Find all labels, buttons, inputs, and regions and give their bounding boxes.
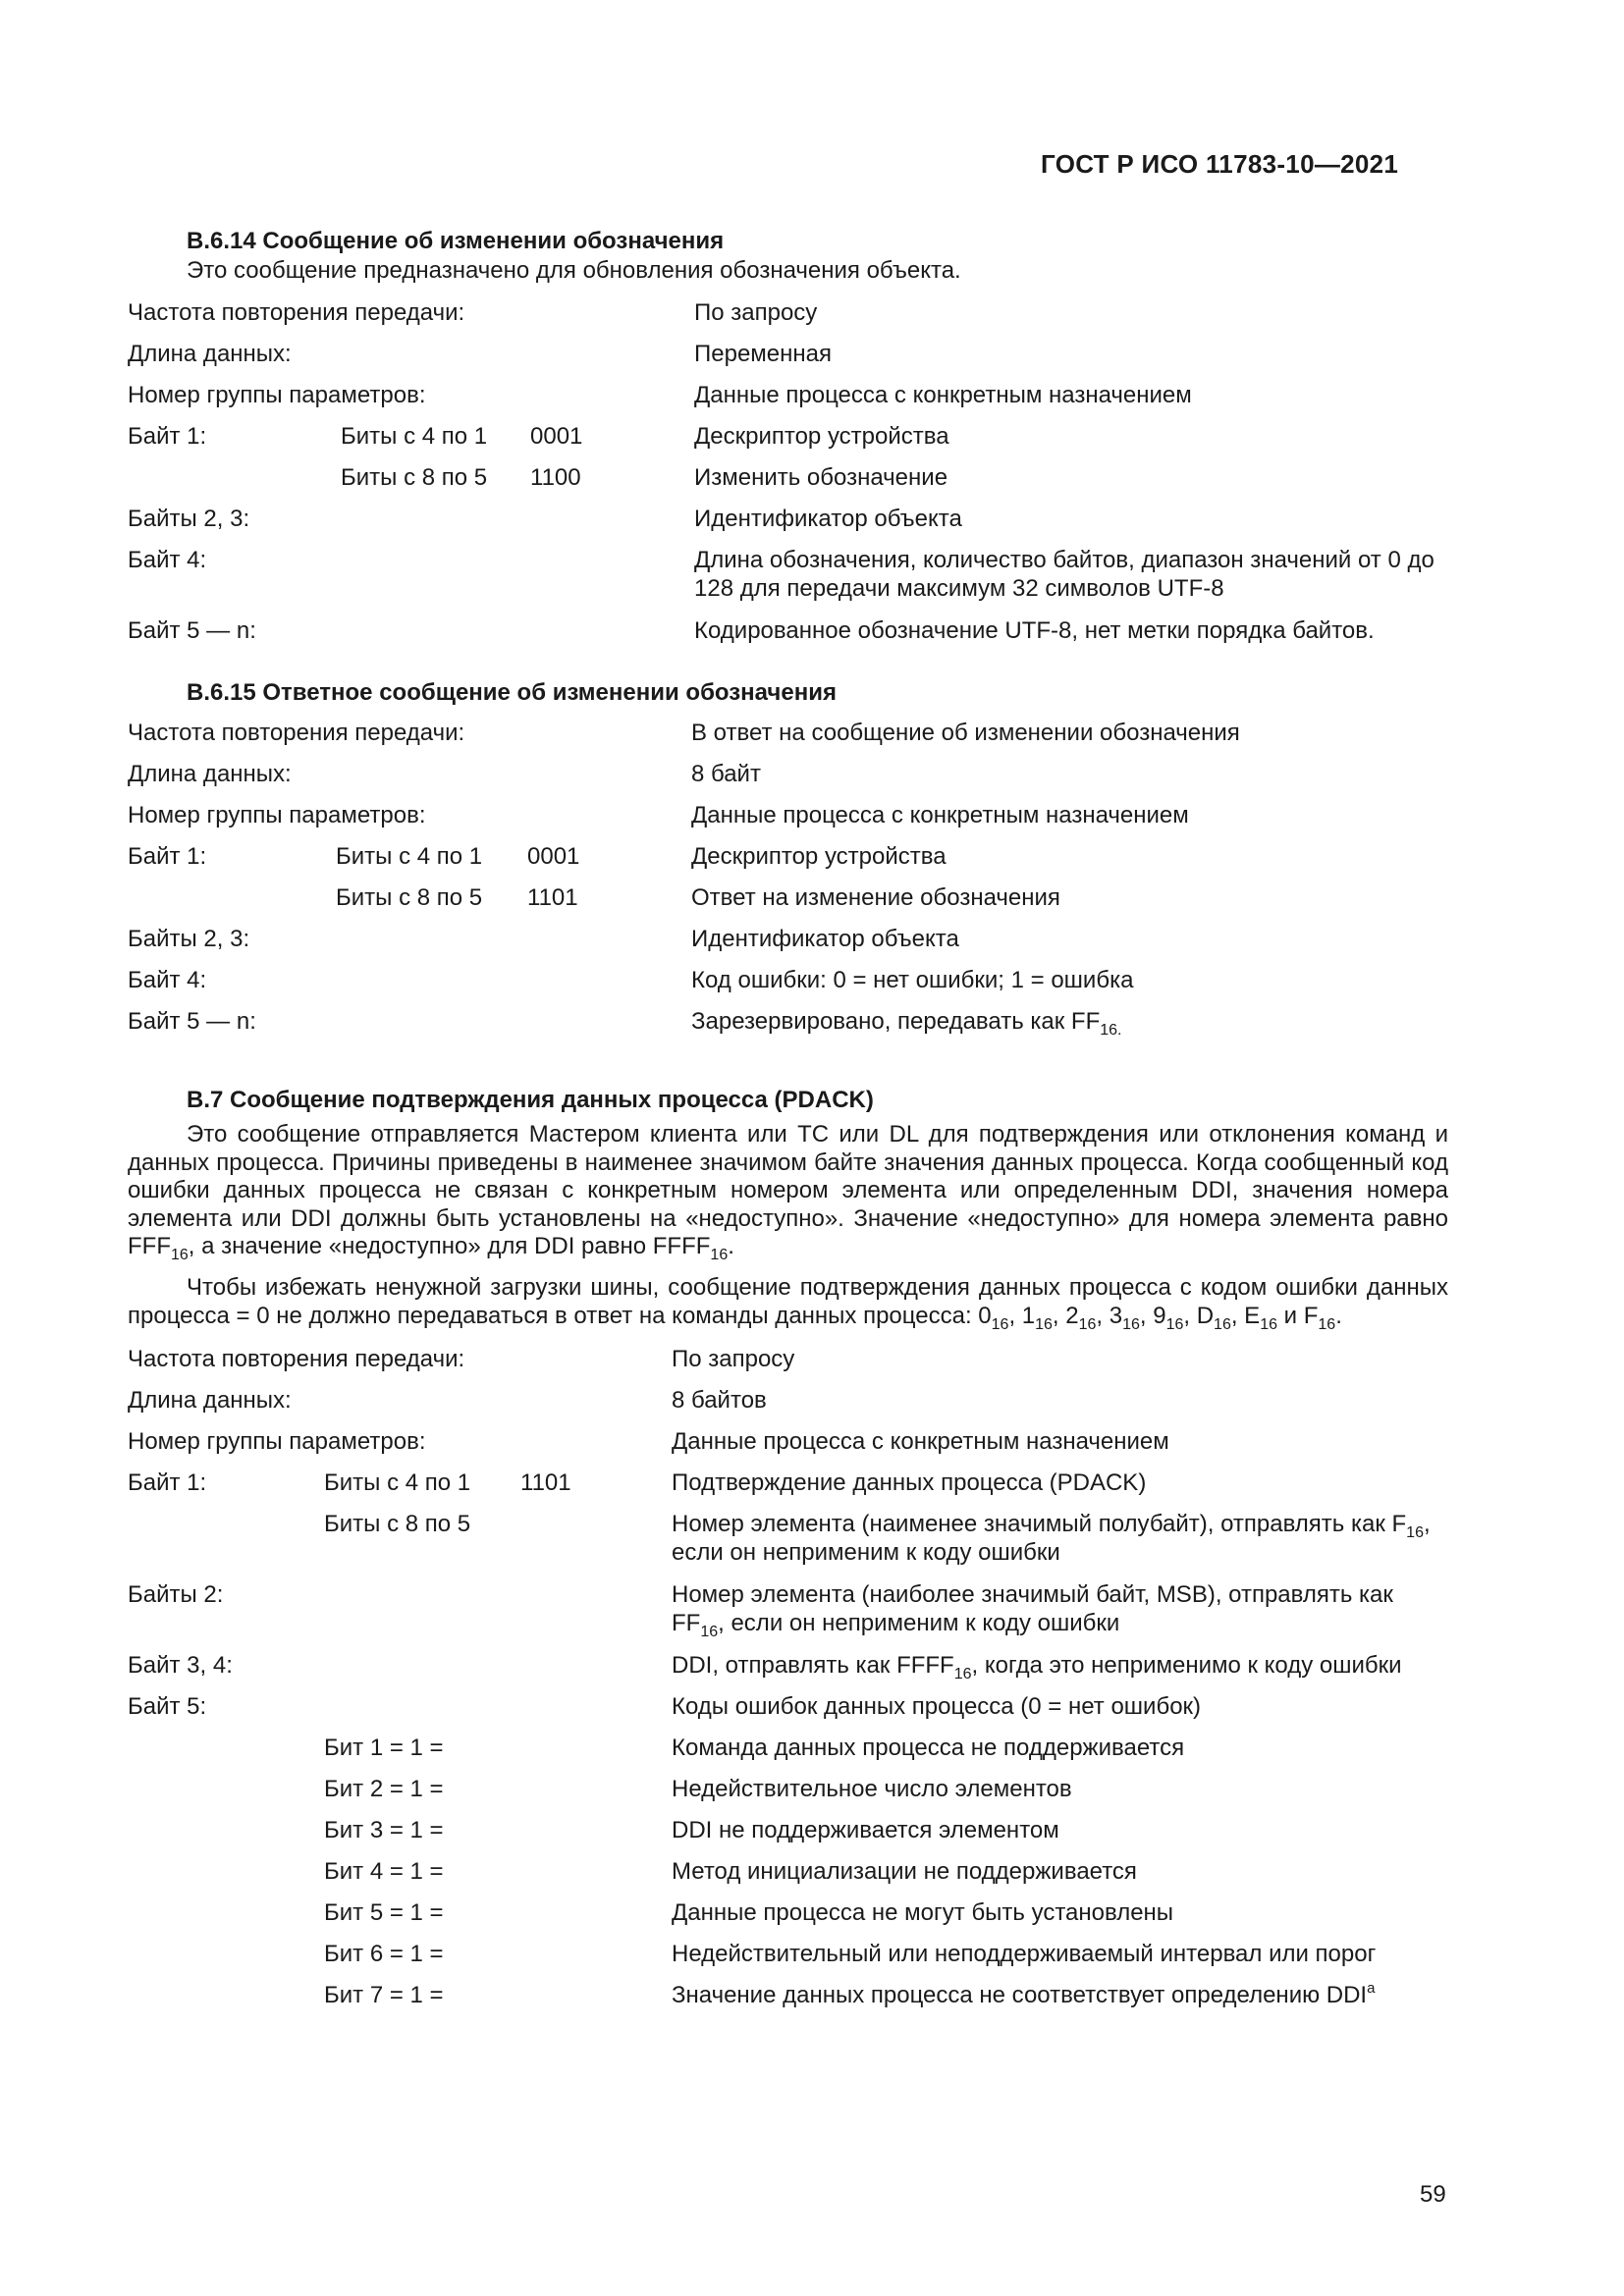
field-label: Байт 1: <box>128 1469 207 1496</box>
field-label: Номер группы параметров: <box>128 1428 426 1455</box>
field-label: Байт 5: <box>128 1693 207 1720</box>
field-label: Частота повторения передачи: <box>128 1346 465 1372</box>
bit-range: Бит 3 = 1 = <box>324 1817 444 1843</box>
field-description: Переменная <box>694 341 832 367</box>
field-description: В ответ на сообщение об изменении обозначения <box>691 720 1240 746</box>
field-label: Байт 4: <box>128 967 207 993</box>
page-number: 59 <box>1420 2181 1446 2208</box>
field-description: 8 байт <box>691 761 761 787</box>
field-description: Кодированное обозначение UTF-8, нет метки порядка байтов. <box>694 617 1375 644</box>
field-description: Ответ на изменение обозначения <box>691 884 1060 911</box>
field-label: Номер группы параметров: <box>128 802 426 828</box>
field-description: Идентификатор объекта <box>694 506 962 532</box>
field-description: Зарезервировано, передавать как $FF_{16.}$ <box>691 1008 1122 1039</box>
standard-designation: ГОСТ Р ИСО 11783-10—2021 <box>1041 149 1399 179</box>
bit-range: Биты с 8 по 5 <box>336 884 483 911</box>
field-label: Частота повторения передачи: <box>128 720 465 746</box>
field-label: Номер группы параметров: <box>128 382 426 408</box>
field-label: Байты 2: <box>128 1581 224 1608</box>
field-description: Данные процесса не могут быть установлены <box>672 1899 1174 1926</box>
field-description: DDI, отправлять как $FFFF_{16}$, когда это неприменимо к коду ошибки <box>672 1652 1402 1682</box>
bit-range: Бит 7 = 1 = <box>324 1982 444 2008</box>
bit-range: Биты с 4 по 1 <box>324 1469 471 1496</box>
section-intro-b6-14: Это сообщение предназначено для обновления обозначения объекта. <box>187 257 961 284</box>
bit-value: 1101 <box>520 1469 571 1496</box>
field-label: Байт 1: <box>128 843 207 870</box>
field-description: По запросу <box>694 299 818 326</box>
field-description: Дескриптор устройства <box>691 843 947 870</box>
field-label: Байт 3, 4: <box>128 1652 233 1679</box>
field-description: Длина обозначения, количество байтов, диапазон значений от 0 до 128 для передачи максимум 32 символов UTF-8 <box>694 547 1435 602</box>
section-heading-b6-14: B.6.14 Сообщение об изменении обозначения <box>187 228 725 254</box>
field-label: Длина данных: <box>128 761 292 787</box>
bit-range: Биты с 4 по 1 <box>341 423 488 450</box>
field-label: Байт 4: <box>128 547 207 573</box>
field-description: Метод инициализации не поддерживается <box>672 1858 1137 1885</box>
bit-range: Биты с 4 по 1 <box>336 843 483 870</box>
field-description: Подтверждение данных процесса (PDACK) <box>672 1469 1147 1496</box>
field-label: Байт 5 — n: <box>128 1008 256 1035</box>
field-description: Недействительное число элементов <box>672 1776 1072 1802</box>
bit-range: Биты с 8 по 5 <box>341 464 488 491</box>
bit-range: Бит 1 = 1 = <box>324 1735 444 1761</box>
section-heading-b7: B.7 Сообщение подтверждения данных процесса (PDACK) <box>187 1087 874 1113</box>
field-description: Идентификатор объекта <box>691 926 959 952</box>
bit-range: Биты с 8 по 5 <box>324 1511 471 1537</box>
field-description: Номер элемента (наиболее значимый байт, MSB), отправлять как $FF_{16}$, если он неприменим к коду ошибки <box>672 1581 1393 1640</box>
field-description: Коды ошибок данных процесса (0 = нет ошибок) <box>672 1693 1202 1720</box>
field-description: Изменить обозначение <box>694 464 948 491</box>
field-description: Данные процесса с конкретным назначением <box>691 802 1189 828</box>
field-description: Дескриптор устройства <box>694 423 949 450</box>
bit-value: 1100 <box>530 464 581 491</box>
field-description: Код ошибки: 0 = нет ошибки; 1 = ошибка <box>691 967 1134 993</box>
field-label: Байты 2, 3: <box>128 506 250 532</box>
bit-value: 1101 <box>527 884 578 911</box>
field-description: Команда данных процесса не поддерживается <box>672 1735 1185 1761</box>
field-description: Данные процесса с конкретным назначением <box>694 382 1192 408</box>
paragraph-b7-purpose: Это сообщение отправляется Мастером клиента или TC или DL для подтверждения или отклонения команд и данных процесса. Причины приведены в наименее значимом байте значения данных процесса. Когда сообщенный код ошибки данных процесса не связан с конкретным номером элемента или определенным DDI, значения номера элемента или DDI должны быть установлены на «недоступно». Значение «недоступно» для номера элемента равно $FFF_{16}$, а значение «недоступно» для DDI равно $FFFF_{16}$. <box>128 1121 1448 1264</box>
field-description: Данные процесса с конкретным назначением <box>672 1428 1169 1455</box>
field-label: Длина данных: <box>128 341 292 367</box>
field-label: Длина данных: <box>128 1387 292 1414</box>
field-description: По запросу <box>672 1346 795 1372</box>
bit-range: Бит 2 = 1 = <box>324 1776 444 1802</box>
field-description: Недействительный или неподдерживаемый интервал или порог <box>672 1941 1377 1967</box>
field-description: 8 байтов <box>672 1387 767 1414</box>
field-label: Байт 5 — n: <box>128 617 256 644</box>
field-label: Частота повторения передачи: <box>128 299 465 326</box>
bit-range: Бит 4 = 1 = <box>324 1858 444 1885</box>
paragraph-b7-bus-load: Чтобы избежать ненужной загрузки шины, сообщение подтверждения данных процесса с кодом ошибки данных процесса = 0 не должно передаваться в ответ на команды данных процесса: $0_{16}$, $1_{16}$, $2_{16}$, $3_{16}$, $9_{16}$, $D_{16}$, $E_{16}$ и $F_{16}$. <box>128 1274 1448 1333</box>
bit-value: 0001 <box>530 423 583 450</box>
field-label: Байт 1: <box>128 423 207 450</box>
bit-range: Бит 5 = 1 = <box>324 1899 444 1926</box>
field-description: Номер элемента (наименее значимый полубайт), отправлять как $F_{16}$, если он неприменим к коду ошибки <box>672 1511 1431 1566</box>
field-description: Значение данных процесса не соответствует определению DDI$^a$ <box>672 1980 1376 2008</box>
section-heading-b6-15: B.6.15 Ответное сообщение об изменении обозначения <box>187 679 837 706</box>
bit-range: Бит 6 = 1 = <box>324 1941 444 1967</box>
field-description: DDI не поддерживается элементом <box>672 1817 1059 1843</box>
field-label: Байты 2, 3: <box>128 926 250 952</box>
bit-value: 0001 <box>527 843 580 870</box>
